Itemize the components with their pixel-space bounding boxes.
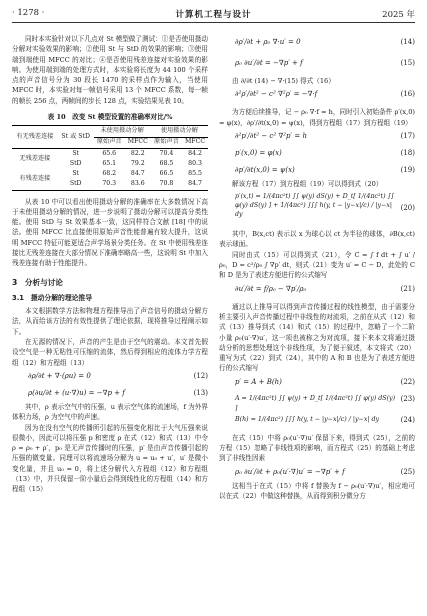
equation-body: ρ₀ ∂u′/∂t = −∇p′ + f xyxy=(235,59,303,67)
equation-number: (19) xyxy=(400,165,415,174)
equation xyxy=(219,145,415,162)
table-caption: 表 10 改变 St 模型设置的准确率对比/% xyxy=(47,113,173,122)
table-cell: 无残差连接 xyxy=(19,154,51,162)
right-column xyxy=(219,34,415,501)
table-cell: 65.1 xyxy=(102,159,117,167)
equation xyxy=(12,368,208,385)
table-cell: 85.5 xyxy=(188,169,202,177)
table-cell: 84.7 xyxy=(188,180,202,188)
table-cell: 80.3 xyxy=(188,159,202,167)
table-cell: St xyxy=(72,149,80,157)
journal-title: 计算机工程与设计 xyxy=(175,10,252,20)
equation-number: (18) xyxy=(400,148,415,157)
equation-number: (21) xyxy=(400,284,415,293)
table-cell: 70.3 xyxy=(102,180,117,188)
paragraph: 通过以上推导可以得到声音传播过程的线性模型，由于需要分析主要引入声音传播过程中非线性的对流项，之前在从式（12）和式（13）推导到式（14）和式（15）的过程中，忽略了一个二阶小量 ρ₀(u′·∇)u′，这一项也被称之为对流项，接下来本文将通过摄动分析的思想处理这个非线性项，为了便于叙述，本文将式（20）重写为式（22）到式（24），其中的 A 和 B 也是为了表述方便进行的公式缩写 xyxy=(219,302,415,373)
equation-body: p′(x,0) = φ(x) xyxy=(235,148,282,157)
equation xyxy=(219,128,415,145)
page-header xyxy=(12,8,415,23)
equation-number: (20) xyxy=(400,204,415,213)
table-cell: 84.7 xyxy=(130,169,145,177)
paragraph: 本文根据数学方法和物理方程推导出了声音信号的摄动分解方法，从而给该方法的有效性提供了理论依据，现将推导过程阐示如下。 xyxy=(12,307,208,336)
equation-number: (13) xyxy=(193,388,208,397)
paragraph: 这相当于在式（15）中将 f 替换为 f − ρ₀(u′·∇)u′，相应地可以在式（22）中做这种替换，从而得到积分微分方 xyxy=(219,481,415,500)
table-subheader: 原始声音 xyxy=(151,137,182,148)
equation xyxy=(219,391,415,412)
equation-number: (16) xyxy=(400,90,415,99)
equation-number: (14) xyxy=(400,38,415,46)
table-header: 未使用摄动分解 xyxy=(94,126,151,137)
equation xyxy=(219,86,415,107)
results-table xyxy=(12,125,208,190)
paragraph: 由 ∂/∂t (14) − ∇·(15) 得式（16） xyxy=(232,77,335,85)
equation xyxy=(219,55,415,76)
equation-number: (12) xyxy=(193,371,208,380)
table-row xyxy=(12,169,208,179)
table-cell: StD xyxy=(69,180,82,188)
equation xyxy=(219,162,415,179)
equation-number: (25) xyxy=(400,467,415,476)
table-subheader: MFCC xyxy=(125,137,151,148)
paragraph: 同时本实验针对以下几点对 St 模型做了测试：①是否使用摄动分解对实验效果的影响；②使用 St 与 StD 的效果的影响；③使用端到端使用 MFCC 的对比；④是否使用残差连接对实验效果的影响。为使用端到端的处理方式时，本实验将长度为 44 100 个采样点的声音信号分为 30 段长 1470 的采样点作为输入，当使用 MFCC 时，本实验对每一帧信号采用 13 个 MFCC 系数，每一帧的帧长 256 点，两帧间的步长 128 点，实验结果见表 10。 xyxy=(12,35,208,105)
equation xyxy=(219,34,415,55)
table-cell: 有残差连接 xyxy=(12,169,58,190)
paragraph: 因为在没有空气的传播所引起的压强变化相比于大气压强来说很微小，因此可以将压强 p 和密度 ρ 在式（12）和式（13）中令 ρ = ρ₀ + ρ′，p₀ 是无声音传播时的压强，p′ 是由声音传播引起的压强的微变量。同理可以将流速场分解为 u = u₀ + u′，u′ 是微小变化量，并且 u₀ = 0，将上述分解代入方程组（12）和方程组（13）中，并只保留一阶小量后会得到线性化的方程组（14）和方程组（15） xyxy=(12,423,208,494)
paragraph: 其中，ρ 表示空气中的压强，u 表示空气体的流速场，f 为外界体积力场，ρ 为空气中的声速。 xyxy=(12,402,208,422)
paragraph: 为方便后续推导，记 − ρ₀ ∇·f = h，同时引入初始条件 ρ′(x,0) = φ(x)，∂ρ′/∂t(x,0) = ψ(x)，得到方程组（17）到方程组（19） xyxy=(219,108,415,127)
table-cell: 79.2 xyxy=(130,159,145,167)
equation xyxy=(219,189,415,229)
equation xyxy=(219,464,415,481)
equation-body: A = 1/(4πc²t) ∫∫ ψ(y) + D_t[ 1/(4πc²t) ∫∫ φ(y) dS(y) ] xyxy=(235,394,396,413)
equation-body: p′ = A + B(h) xyxy=(235,377,282,386)
equation-body: ∂²ρ′/∂t² − c² ∇²ρ′ = −∇·f xyxy=(235,90,318,99)
table-header: 有无残差连接 xyxy=(12,126,58,148)
paragraph: 在无源的情况下，声音的产生是由于空气的震动。本文首先假设空气是一种无粘性可压缩的流体，然后得到相应的流体力学方程组（12）和方程组（13） xyxy=(12,338,208,367)
table-subheader: 原始声音 xyxy=(94,137,125,148)
equation-number: (24) xyxy=(400,415,415,424)
equation-body: ∂u′/∂t = f/ρ₀ − ∇p′/ρ₀ xyxy=(235,284,307,293)
table-subheader: MFCC xyxy=(182,137,208,148)
equation-body: B(h) = 1/(4πc²) ∫∫∫ h(y, t − |y−x|/c) / |y−x| dy xyxy=(235,415,380,423)
table-cell: 70.8 xyxy=(159,180,174,188)
year-label: 2025 年 xyxy=(382,10,415,20)
table-cell: 70.4 xyxy=(159,149,174,157)
left-column xyxy=(12,34,208,495)
table-cell: St xyxy=(72,169,80,177)
equation-body: ∂p′/∂t(x,0) = ψ(x) xyxy=(235,165,295,174)
equation-body: ∂ρ/∂t + ∇·(ρu) = 0 xyxy=(28,371,91,380)
equation-number: (17) xyxy=(400,131,415,140)
equation-body: ∂²p′/∂t² − c² ∇²p′ = h xyxy=(235,131,307,140)
equation-number: (15) xyxy=(400,59,415,67)
table-cell: 65.6 xyxy=(102,149,117,157)
table-cell: 84.2 xyxy=(188,149,202,157)
table-cell: 66.5 xyxy=(159,169,174,177)
equation-number: (22) xyxy=(400,377,415,386)
equation xyxy=(219,281,415,302)
table-cell: 82.2 xyxy=(130,149,145,157)
equation-body: ρ₀ ∂u′/∂t + ρ₀(u′·∇)u′ = −∇p′ + f xyxy=(235,467,345,476)
equation-body: ∂ρ′/∂t + ρ₀ ∇·u′ = 0 xyxy=(235,38,301,46)
table-cell: 83.6 xyxy=(130,180,145,188)
paragraph: 解该方程（17）到方程组（19）可以得到式（20） xyxy=(232,179,383,188)
paragraph: 其中，B(x,ct) 表示以 x 为球心以 ct 为半径的球体，∂B(x,ct) 表示球面。 xyxy=(219,230,415,249)
table-header: 使用摄动分解 xyxy=(151,126,208,137)
equation-number: (23) xyxy=(400,394,415,403)
paragraph: 在式（15）中将 ρ₀(u′·∇)u′ 保留下来，得到式（25），之前的方程（15）忽略了非线性项的影响，而方程式（25）的基础上考虑到了非线性因素 xyxy=(219,433,415,463)
equation xyxy=(219,412,415,433)
equation-body: p′(x,t) = 1/(4πc²t) ∫∫ ψ(y) dS(y) + D_t[ 1/(4πc²t) ∫∫ φ(y) dS(y) ] + 1/(4πc²) ∫∫∫ h(y, t − |y−x|/c) / |y−x| dy xyxy=(235,193,395,219)
table-header: St 或 StD xyxy=(58,126,94,148)
paragraph: 同时由式（15）可以得到式（21），令 C = ∫ f dt + ∫ u′ / ρ₀，D = c²/ρ₀ ∫ ∇p′ dt，则式（21）变为 u′ = C − D，此处的 C 和 D 是为了表述方便进行的公式缩写 xyxy=(219,250,415,280)
table-cell: 68.2 xyxy=(102,169,117,177)
paragraph: 从表 10 中可以看出使用摄动分解的准确率在大多数情况下高于未使用摄动分解的情况，进一步说明了摄动分解可以提高分类性能。使用 StD 与 St 效果基本一致，这同样符合文献 [18] 中的说法。使用 MFCC 比直接使用原始声音性能普遍有较大提升，这说明 MFCC 特征可能更适合声学场景分类任务。在 St 中使用残差连接比无残差连接在大部分情况下准确率略高一些，这说明 St 中加入残差连接有助于性能提升。 xyxy=(12,197,208,268)
table-row xyxy=(12,148,208,159)
equation xyxy=(12,385,208,402)
equation-body: ρ(∂u/∂t + (u·∇)u) = −∇p + f xyxy=(28,388,125,397)
section-heading: 3 分析与讨论 xyxy=(12,277,63,287)
equation xyxy=(219,374,415,391)
table-cell: 68.5 xyxy=(159,159,174,167)
page-number: · 1278 · xyxy=(12,8,45,18)
subsection-heading: 3.1 摄动分解的理论推导 xyxy=(12,293,93,302)
table-cell: StD xyxy=(69,159,82,167)
